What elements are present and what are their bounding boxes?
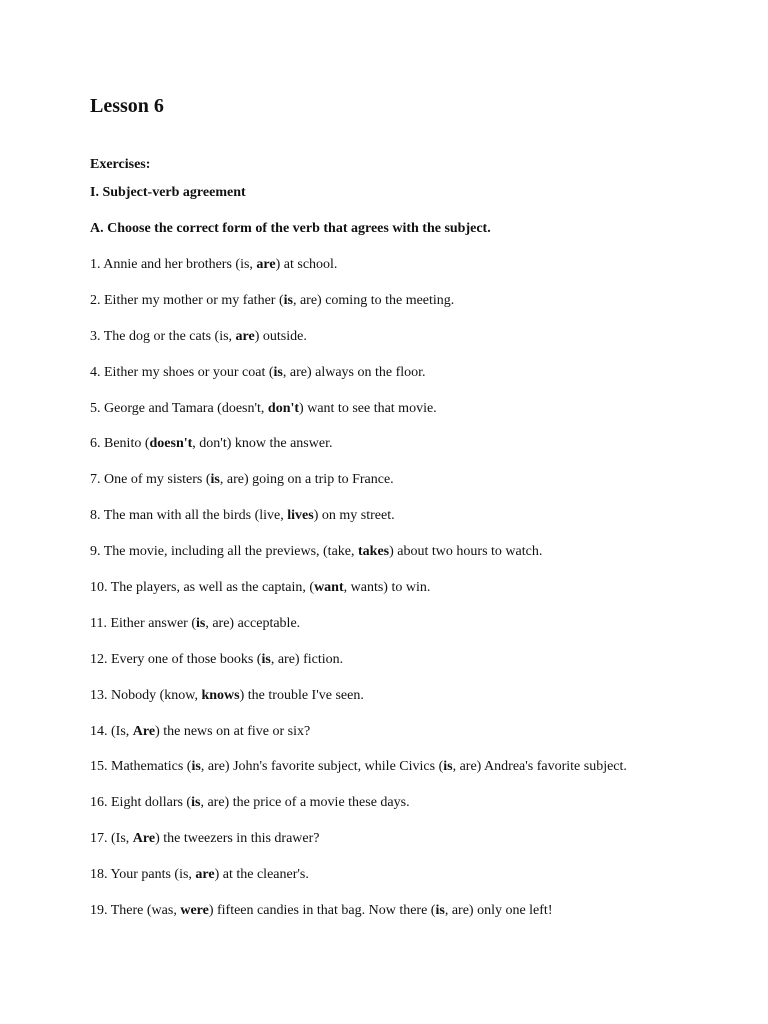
answer-text: is xyxy=(443,759,453,775)
item-text: , are) coming to the meeting. xyxy=(292,292,455,308)
item-text: ) at the cleaner's. xyxy=(214,867,309,883)
answer-text: are xyxy=(256,257,276,272)
exercise-item xyxy=(90,543,627,561)
item-text: , are) fiction. xyxy=(270,651,344,667)
answer-text: were xyxy=(180,903,209,919)
item-text: 12. Every one of those books ( xyxy=(90,651,262,667)
item-text: 4. Either my shoes or your coat ( xyxy=(90,364,274,380)
item-text: ) about two hours to watch. xyxy=(389,544,543,560)
section-heading: I. Subject-verb agreement xyxy=(90,185,246,200)
answer-text: takes xyxy=(358,544,390,560)
item-text: ) the trouble I've seen. xyxy=(239,687,364,703)
item-text: ) outside. xyxy=(254,328,307,344)
item-text: 2. Either my mother or my father ( xyxy=(90,292,284,308)
exercise-item xyxy=(90,615,627,633)
answer-text: is xyxy=(191,759,201,775)
item-text: , are) only one left! xyxy=(444,903,553,919)
exercise-item xyxy=(90,830,627,848)
answer-text: is xyxy=(210,472,220,488)
exercise-item xyxy=(90,400,627,418)
item-text: 10. The players, as well as the captain, ( xyxy=(90,580,315,596)
item-text: 9. The movie, including all the previews, (take, xyxy=(90,544,359,560)
exercise-item xyxy=(90,866,627,884)
exercise-item xyxy=(90,256,627,274)
item-text: ) on my street. xyxy=(313,508,395,524)
item-text: 3. The dog or the cats (is, xyxy=(90,328,236,344)
answer-text: are xyxy=(195,867,215,883)
answer-text: lives xyxy=(287,508,314,524)
answer-text: is xyxy=(191,795,201,811)
answer-text: is xyxy=(261,651,271,667)
item-text: 18. Your pants (is, xyxy=(90,867,196,883)
answer-text: is xyxy=(273,364,283,380)
item-text: ) at school. xyxy=(275,257,338,272)
item-text: , are) always on the floor. xyxy=(282,364,426,380)
lesson-title: Lesson 6 xyxy=(90,95,164,117)
item-text: , are) John's favorite subject, while Civics ( xyxy=(200,759,444,775)
part-heading: A. Choose the correct form of the verb that agrees with the subject. xyxy=(90,221,491,236)
answer-text: are xyxy=(235,328,255,344)
exercise-item xyxy=(90,687,627,705)
item-text: , wants) to win. xyxy=(343,580,431,596)
item-text: 1. Annie and her brothers (is, xyxy=(90,257,257,272)
exercise-item xyxy=(90,328,627,346)
exercise-item xyxy=(90,723,627,741)
answer-text: is xyxy=(196,615,206,631)
item-text: , are) Andrea's favorite subject. xyxy=(452,759,627,775)
answer-text: is xyxy=(435,903,445,919)
exercise-item xyxy=(90,579,627,597)
item-text: , are) going on a trip to France. xyxy=(219,472,394,488)
exercise-item xyxy=(90,435,627,453)
answer-text: is xyxy=(283,292,293,308)
item-text: , are) the price of a movie these days. xyxy=(200,795,410,811)
item-text: 15. Mathematics ( xyxy=(90,759,192,775)
item-text: ) the tweezers in this drawer? xyxy=(155,831,320,847)
exercise-item xyxy=(90,471,627,489)
exercise-list xyxy=(90,256,627,938)
item-text: 16. Eight dollars ( xyxy=(90,795,192,811)
item-text: 6. Benito ( xyxy=(90,436,150,452)
answer-text: don't xyxy=(267,400,300,416)
item-text: ) fifteen candies in that bag. Now there ( xyxy=(208,903,436,919)
item-text: 14. (Is, xyxy=(90,723,133,739)
item-text: 19. There (was, xyxy=(90,903,181,919)
exercise-item xyxy=(90,651,627,669)
answer-text: Are xyxy=(132,831,156,847)
exercise-item xyxy=(90,902,627,920)
answer-text: want xyxy=(314,580,344,596)
item-text: 8. The man with all the birds (live, xyxy=(90,508,288,524)
item-text: , are) acceptable. xyxy=(205,615,301,631)
exercise-item xyxy=(90,292,627,310)
item-text: 11. Either answer ( xyxy=(90,615,196,631)
exercise-item xyxy=(90,364,627,382)
item-text: ) the news on at five or six? xyxy=(155,723,311,739)
item-text: 7. One of my sisters ( xyxy=(90,472,211,488)
item-text: 5. George and Tamara (doesn't, xyxy=(90,400,268,416)
exercises-label: Exercises: xyxy=(90,157,151,172)
answer-text: doesn't xyxy=(149,436,193,452)
item-text: , don't) know the answer. xyxy=(192,436,333,452)
exercise-item xyxy=(90,758,627,776)
item-text: ) want to see that movie. xyxy=(299,400,437,416)
exercise-item xyxy=(90,794,627,812)
answer-text: Are xyxy=(132,723,156,739)
answer-text: knows xyxy=(201,687,240,703)
item-text: 17. (Is, xyxy=(90,831,133,847)
item-text: 13. Nobody (know, xyxy=(90,687,202,703)
exercise-item xyxy=(90,507,627,525)
